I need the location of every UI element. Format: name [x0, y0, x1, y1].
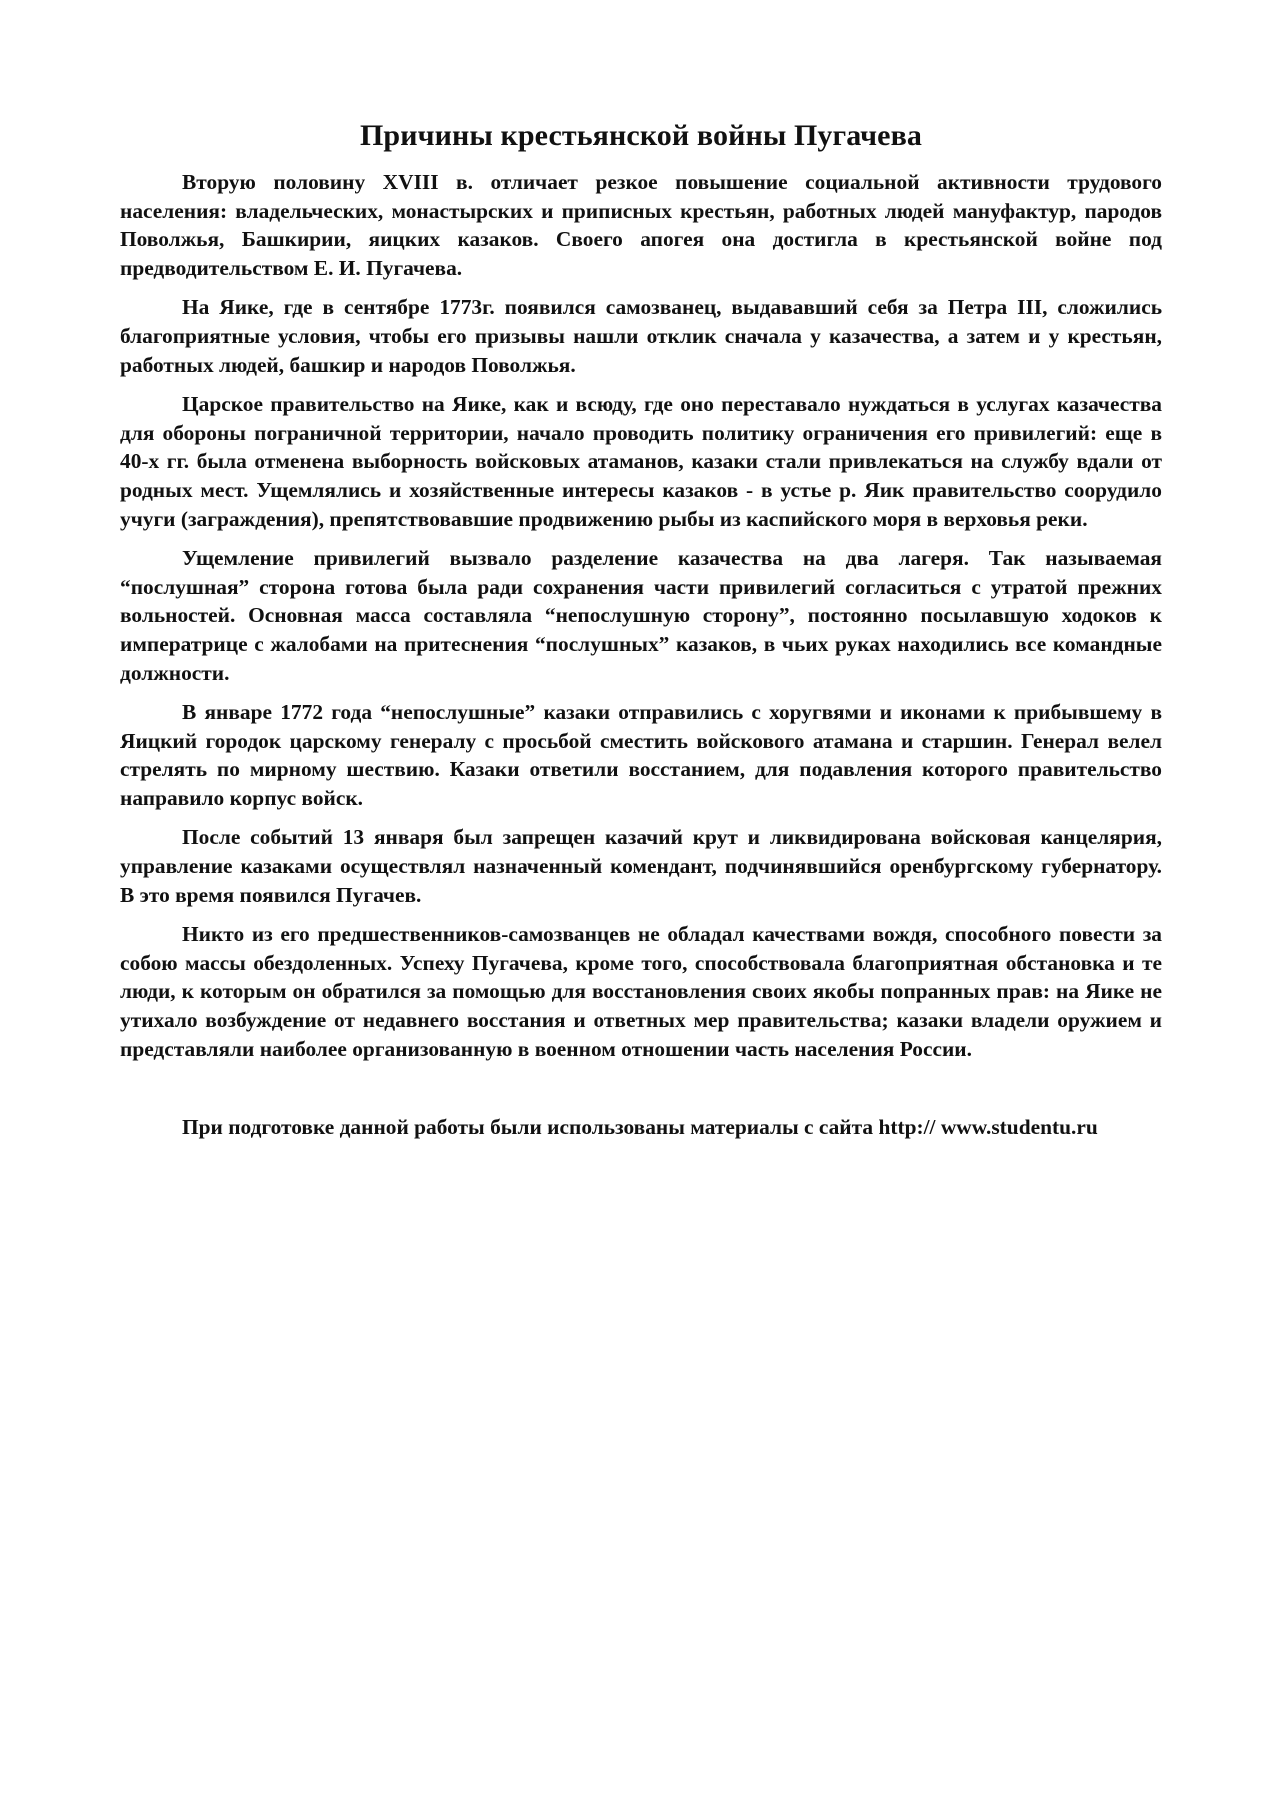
- paragraph-7: Никто из его предшественников-самозванцев не обладал качествами вождя, способного повести за собою массы обездоленных. Успеху Пугачева, кроме того, способствовала благоприятная обстановка и те люди, к которым он обратился за помощью для восстановления своих якобы попранных прав: на Яике не утихало возбуждение от недавнего восстания и ответных мер правительства; казаки владели оружием и представляли наиболее организованную в военном отношении часть населения России.: [120, 922, 1162, 1061]
- document-title: Причины крестьянской войны Пугачева: [360, 119, 922, 152]
- source-note: При подготовке данной работы были использованы материалы с сайта http:// www.studentu.ru: [182, 1115, 1098, 1140]
- paragraph-1: Вторую половину XVIII в. отличает резкое повышение социальной активности трудового населения: владельческих, монастырских и приписных крестьян, работных людей мануфактур, пародов Поволжья, Башкирии, яицких казаков. Своего апогея она достигла в крестьянской войне под предводительством Е. И. Пугачева.: [120, 170, 1162, 280]
- paragraph-4: Ущемление привилегий вызвало разделение казачества на два лагеря. Так называемая “послушная” сторона готова была ради сохранения части привилегий согласиться с утратой прежних вольностей. Основная масса составляла “непослушную сторону”, постоянно посылавшую ходоков к императрице с жалобами на притеснения “послушных” казаков, в чьих руках находились все командные должности.: [120, 546, 1162, 685]
- paragraph-6: После событий 13 января был запрещен казачий крут и ликвидирована войсковая канцелярия, управление казаками осуществлял назначенный комендант, подчинявшийся оренбургскому губернатору. В это время появился Пугачев.: [120, 825, 1162, 907]
- document-page: [120, 118, 1162, 1142]
- paragraph-5: В январе 1772 года “непослушные” казаки отправились с хоругвями и иконами к прибывшему в Яицкий городок царскому генералу с просьбой сместить войскового атамана и старшин. Генерал велел стрелять по мирному шествию. Казаки ответили восстанием, для подавления которого правительство направило корпус войск.: [120, 700, 1162, 810]
- paragraph-2: На Яике, где в сентябре 1773г. появился самозванец, выдававший себя за Петра III, сложились благоприятные условия, чтобы его призывы нашли отклик сначала у казачества, а затем и у крестьян, работных людей, башкир и народов Поволжья.: [120, 295, 1162, 377]
- paragraph-3: Царское правительство на Яике, как и всюду, где оно переставало нуждаться в услугах казачества для обороны пограничной территории, начало проводить политику ограничения его привилегий: еще в 40-х гг. была отменена выборность войсковых атаманов, казаки стали привлекаться на службу вдали от родных мест. Ущемлялись и хозяйственные интересы казаков - в устье р. Яик правительство соорудило учуги (заграждения), препятствовавшие продвижению рыбы из каспийского моря в верховья реки.: [120, 392, 1162, 531]
